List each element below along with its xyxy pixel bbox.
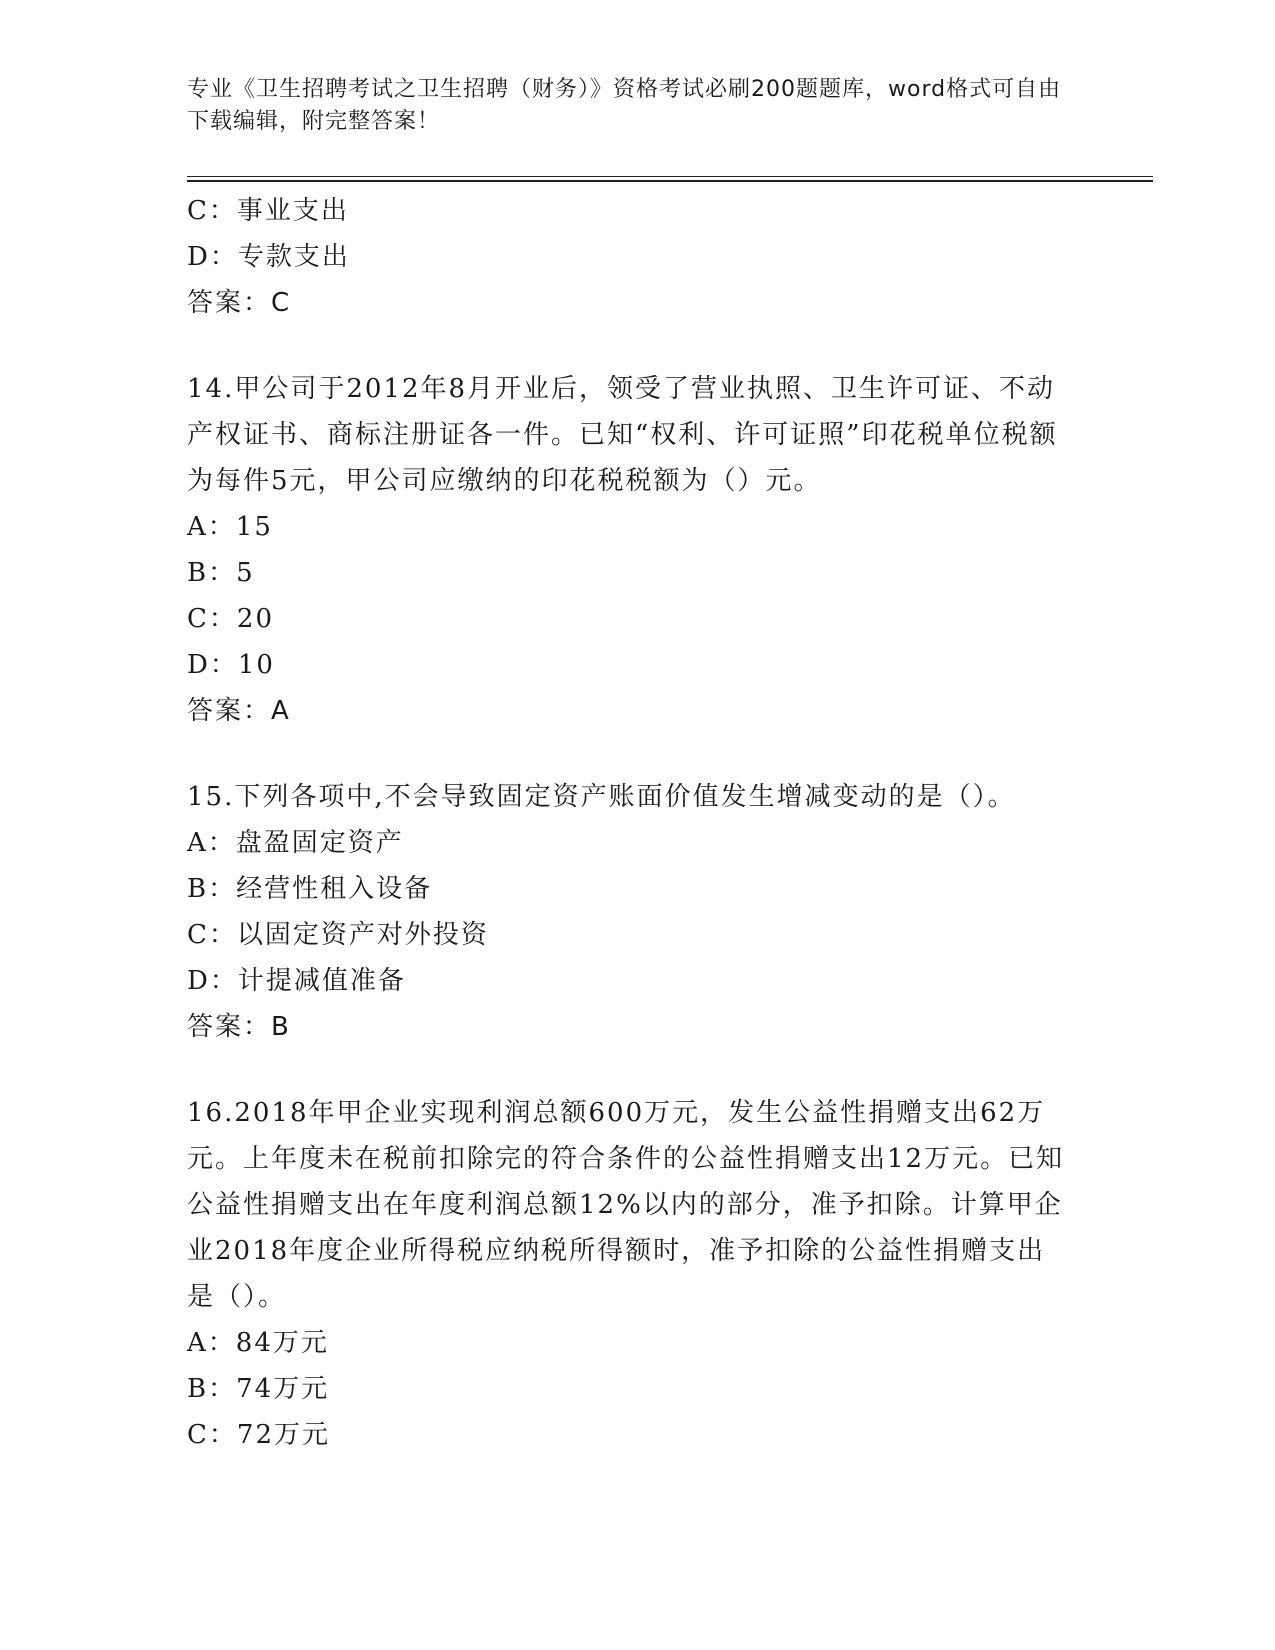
header-rule-thin — [187, 176, 1153, 177]
option-d — [187, 642, 1067, 688]
option-b — [187, 550, 1067, 596]
prev-question — [187, 188, 1067, 326]
question-14 — [187, 366, 1067, 734]
option-text: 10 — [237, 650, 275, 680]
option-label: B： — [187, 558, 237, 588]
option-text: 5 — [236, 558, 255, 588]
option-label: D： — [187, 966, 238, 996]
answer: 答案：A — [187, 696, 291, 726]
option-c — [187, 596, 1067, 642]
option-label: B： — [187, 1374, 237, 1404]
question-15 — [187, 774, 1067, 1050]
answer: 答案：B — [187, 1012, 291, 1042]
option-label: B： — [187, 874, 237, 904]
option-text: 专款支出 — [237, 242, 350, 272]
option-text: 20 — [236, 604, 274, 634]
header-rule-thick — [187, 180, 1153, 182]
header-text: 专业《卫生招聘考试之卫生招聘（财务）》资格考试必刷200题题库，word格式可自由下载编辑，附完整答案！ — [187, 77, 1062, 134]
option-label: D： — [187, 242, 238, 272]
option-c — [187, 912, 1067, 958]
option-label: A： — [187, 828, 236, 858]
document-header — [187, 74, 1067, 138]
option-text: 经营性租入设备 — [236, 874, 433, 904]
option-b — [187, 866, 1067, 912]
option-d — [187, 958, 1067, 1004]
document-body — [187, 188, 1067, 1458]
option-label: C： — [187, 604, 237, 634]
question-stem: 16.2018年甲企业实现利润总额600万元，发生公益性捐赠支出62万元。上年度未在税前扣除完的符合条件的公益性捐赠支出12万元。已知公益性捐赠支出在年度利润总额12%以内的部分，准予扣除。计算甲企业2018年度企业所得税应纳税所得额时，准予扣除的公益性捐赠支出是（）。 — [187, 1098, 1065, 1312]
option-c — [187, 1412, 1067, 1458]
option-label: A： — [187, 1328, 236, 1358]
option-d — [187, 234, 1067, 280]
option-a — [187, 1320, 1067, 1366]
option-text: 计提减值准备 — [237, 966, 406, 996]
option-text: 盘盈固定资产 — [235, 828, 404, 858]
answer: 答案：C — [187, 288, 292, 318]
option-label: C： — [187, 1420, 237, 1450]
option-label: C： — [187, 196, 237, 226]
option-text: 事业支出 — [236, 196, 349, 226]
option-b — [187, 1366, 1067, 1412]
option-text: 72万元 — [236, 1420, 330, 1450]
question-stem: 14.甲公司于2012年8月开业后，领受了营业执照、卫生许可证、不动产权证书、商标注册证各一件。已知“权利、许可证照”印花税单位税额为每件5元，甲公司应缴纳的印花税税额为（）元。 — [187, 374, 1058, 496]
option-text: 以固定资产对外投资 — [236, 920, 489, 950]
option-c — [187, 188, 1067, 234]
option-text: 15 — [235, 512, 273, 542]
option-label: A： — [187, 512, 236, 542]
option-text: 74万元 — [236, 1374, 330, 1404]
option-a — [187, 504, 1067, 550]
option-label: C： — [187, 920, 237, 950]
option-text: 84万元 — [235, 1328, 329, 1358]
question-16 — [187, 1090, 1067, 1458]
question-stem: 15.下列各项中,不会导致固定资产账面价值发生增减变动的是（）。 — [187, 782, 1016, 812]
option-label: D： — [187, 650, 238, 680]
option-a — [187, 820, 1067, 866]
